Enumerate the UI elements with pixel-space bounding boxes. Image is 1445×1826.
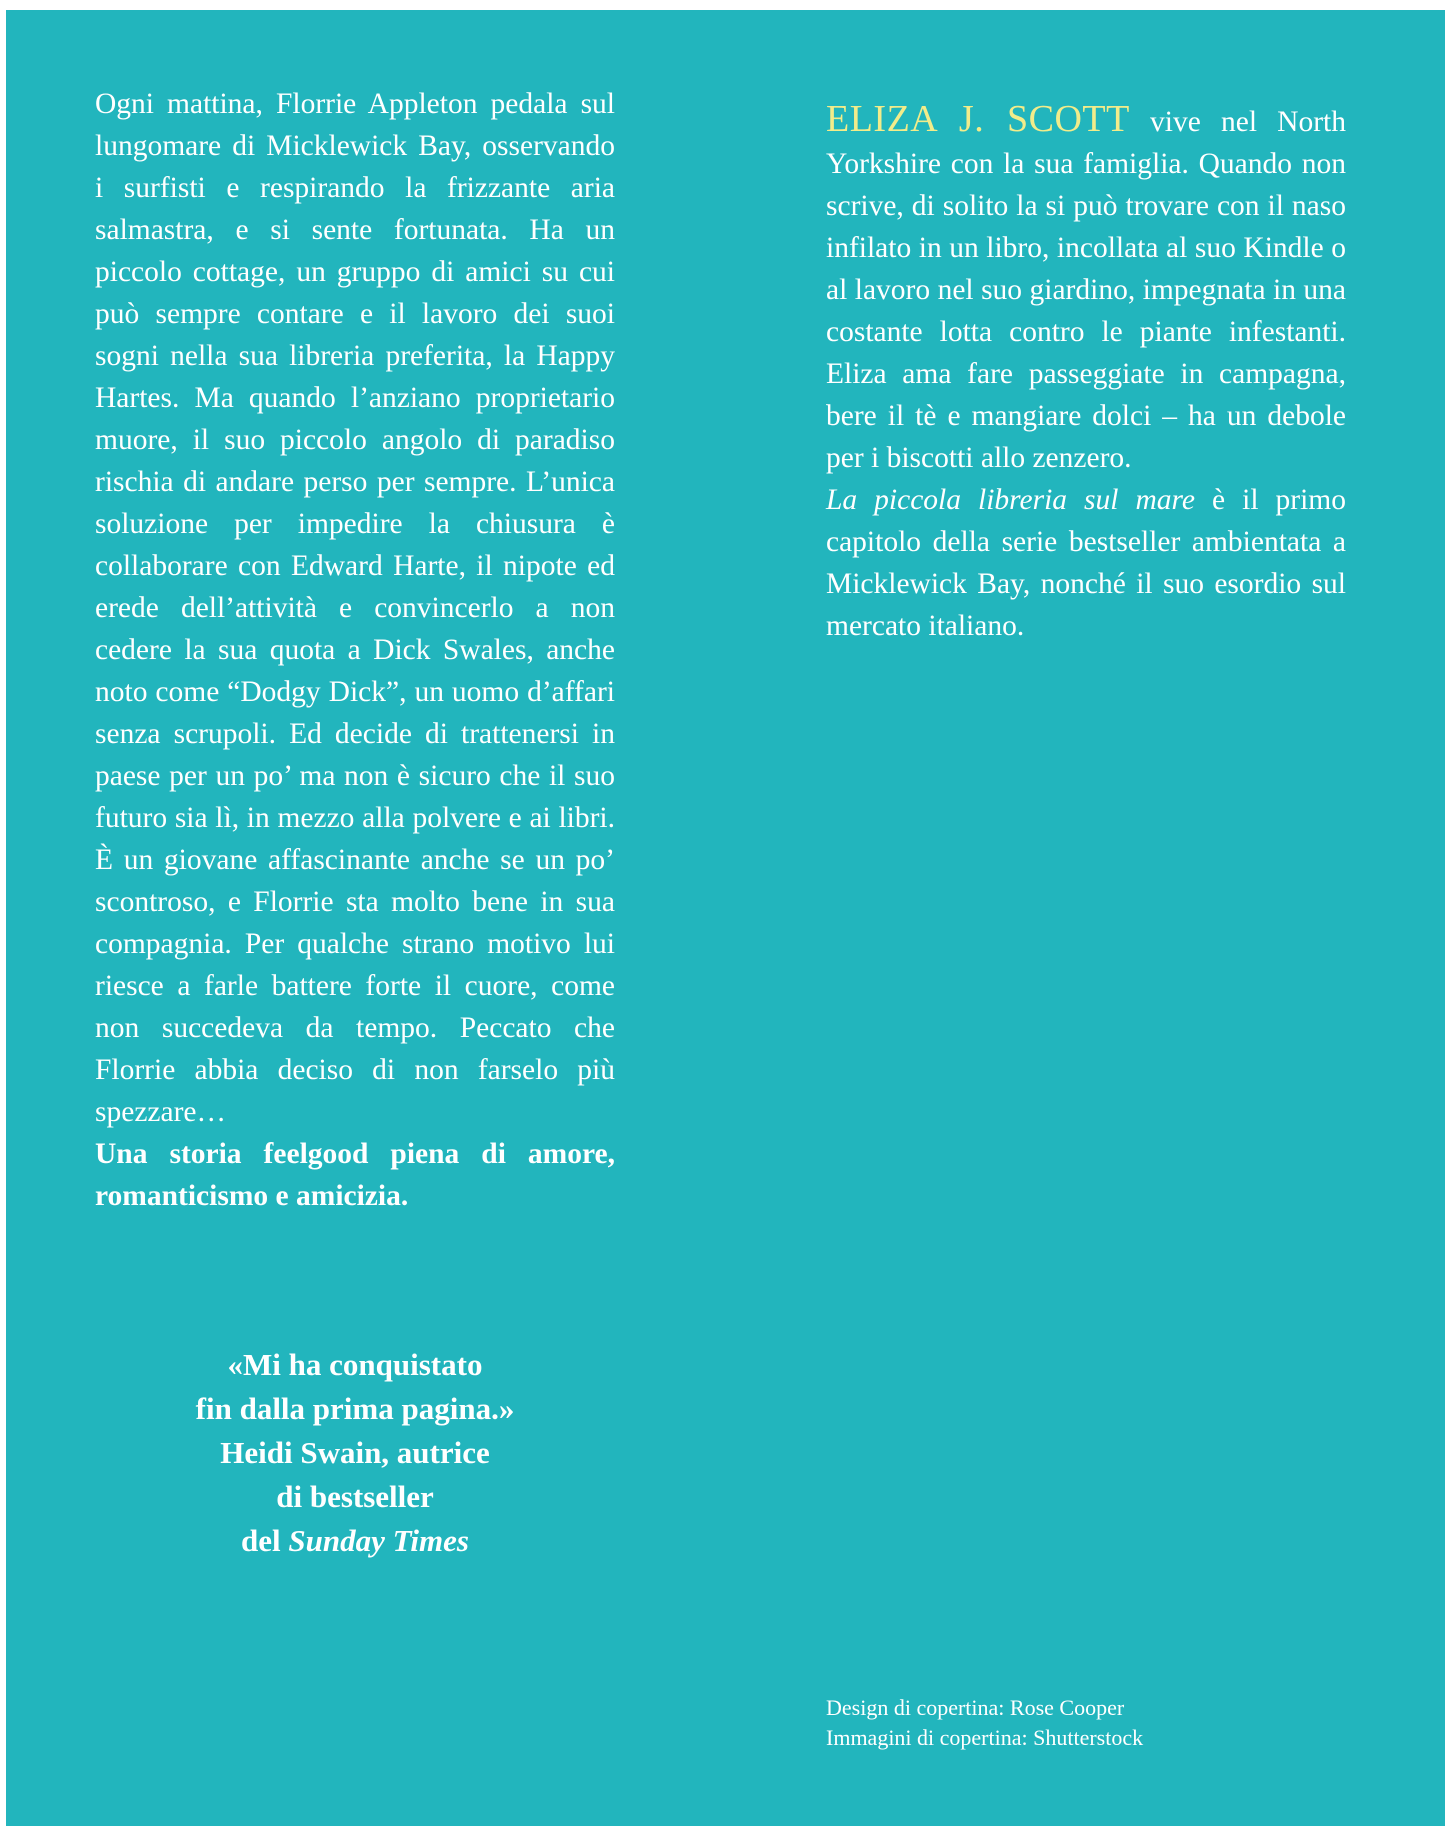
quote-attribution-line-3 <box>95 1519 615 1563</box>
author-column <box>826 98 1346 647</box>
book-title: La piccola libreria sul mare <box>826 484 1196 516</box>
author-bio <box>826 98 1346 479</box>
design-credit: Design di copertina: Rose Cooper <box>826 1695 1125 1720</box>
quote-attribution-prefix: del <box>241 1523 289 1558</box>
quote-attribution-line-2: di bestseller <box>276 1479 434 1514</box>
newspaper-title: Sunday Times <box>288 1523 469 1558</box>
synopsis-tagline: Una storia feelgood piena di amore, romanticismo e amicizia. <box>95 1138 615 1212</box>
book-note <box>826 479 1346 647</box>
review-quote <box>95 1343 615 1563</box>
book-note-text: è il primo capitolo della serie bestseller ambientata a Micklewick Bay, nonché il suo esordio sul mercato italiano. <box>826 484 1347 642</box>
cover-credits <box>826 1693 1346 1753</box>
quote-attribution-line-1: Heidi Swain, autrice <box>220 1435 490 1470</box>
image-credit: Immagini di copertina: Shutterstock <box>826 1725 1144 1750</box>
quote-line-1: «Mi ha conquistato <box>227 1347 483 1382</box>
spine-mark <box>730 0 736 10</box>
synopsis-body: Ogni mattina, Florrie Appleton pedala sul lungomare di Micklewick Bay, osservando i surfisti e respirando la frizzante aria salmastra, e si sente fortunata. Ha un piccolo cottage, un gruppo di amici su cui può sempre contare e il lavoro dei suoi sogni nella sua libreria preferita, la Happy Hartes. Ma quando l’anziano proprietario muore, il suo piccolo angolo di paradiso rischia di andare perso per sempre. L’unica soluzione per impedire la chiusura è collaborare con Edward Harte, il nipote ed erede dell’attività e convincerlo a non cedere la sua quota a Dick Swales, anche noto come “Dodgy Dick”, un uomo d’affari senza scrupoli. Ed decide di trattenersi in paese per un po’ ma non è sicuro che il suo futuro sia lì, in mezzo alla polvere e ai libri. È un giovane affascinante anche se un po’ scontroso, e Florrie sta molto bene in sua compagnia. Per qualche strano motivo lui riesce a farle battere forte il cuore, come non succedeva da tempo. Peccato che Florrie abbia deciso di non farselo più spezzare… <box>95 88 615 1128</box>
author-bio-text: vive nel North Yorkshire con la sua famiglia. Quando non scrive, di solito la si può trovare con il naso infilato in un libro, incollata al suo Kindle o al lavoro nel suo giardino, impegnata in una costante lotta contro le piante infestanti. Eliza ama fare passeggiate in campagna, bere il tè e mangiare dolci – ha un debole per i biscotti allo zenzero. <box>826 106 1346 474</box>
author-name: ELIZA J. SCOTT <box>826 98 1130 140</box>
synopsis-column <box>95 83 615 1217</box>
quote-line-2: fin dalla prima pagina.» <box>195 1391 515 1426</box>
